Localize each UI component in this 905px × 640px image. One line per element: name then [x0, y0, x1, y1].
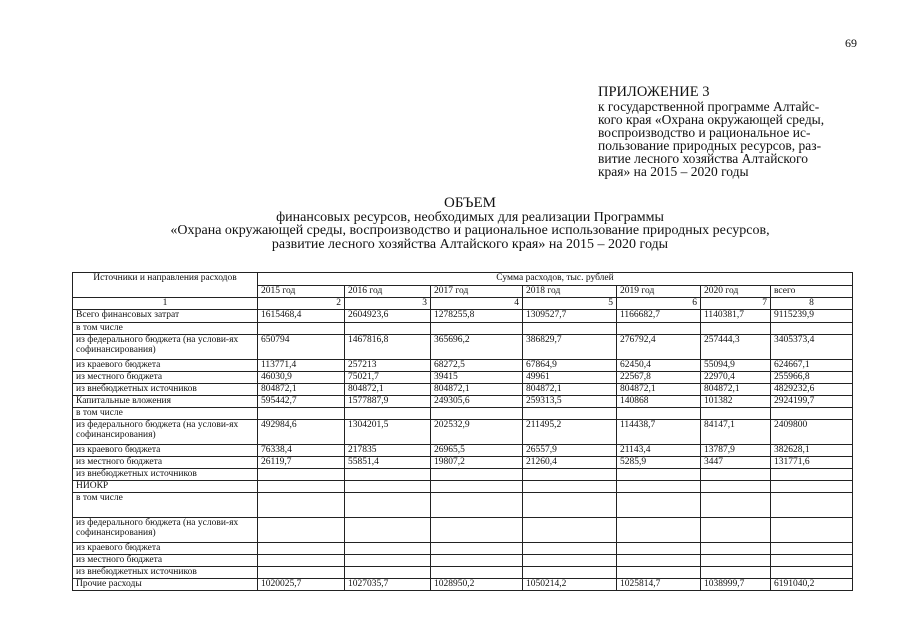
row-label: из местного бюджета [73, 555, 258, 567]
row-value [431, 567, 523, 579]
row-value: 6191040,2 [771, 579, 853, 591]
appendix-line: кого края «Охрана окружающей среды, [598, 112, 825, 127]
table-row [73, 323, 853, 335]
row-value: 39415 [431, 372, 523, 384]
row-value: 55851,4 [345, 457, 431, 469]
row-value [523, 323, 617, 335]
row-value [617, 481, 701, 493]
appendix-line: витие лесного хозяйства Алтайского [598, 151, 808, 166]
row-label: в том числе [73, 408, 258, 420]
header-year: 2015 год [258, 286, 345, 298]
row-value: 113771,4 [258, 360, 345, 372]
table-row [73, 518, 853, 543]
row-value: 131771,6 [771, 457, 853, 469]
heading-line: развитие лесного хозяйства Алтайского края» на 2015 – 2020 годы [271, 236, 669, 252]
heading-title: ОБЪЕМ [444, 195, 496, 211]
row-label: из краевого бюджета [73, 543, 258, 555]
row-label: из федерального бюджета (на услови-ях софинансирования) [73, 420, 258, 445]
row-value: 492984,6 [258, 420, 345, 445]
row-value: 202532,9 [431, 420, 523, 445]
table-row [73, 335, 853, 360]
row-value [258, 543, 345, 555]
row-value: 1050214,2 [523, 579, 617, 591]
row-value: 365696,2 [431, 335, 523, 360]
page-number: 69 [845, 36, 857, 50]
row-value [771, 408, 853, 420]
row-value [771, 493, 853, 518]
row-label: НИОКР [73, 481, 258, 493]
row-value: 804872,1 [258, 384, 345, 396]
row-value [617, 469, 701, 481]
row-label: из краевого бюджета [73, 360, 258, 372]
row-value: 276792,4 [617, 335, 701, 360]
column-number: 1 [73, 298, 258, 310]
row-value: 1278255,8 [431, 310, 523, 323]
row-value: 21143,4 [617, 445, 701, 457]
table-row [73, 457, 853, 469]
row-value [617, 493, 701, 518]
row-value [701, 493, 771, 518]
row-value: 1304201,5 [345, 420, 431, 445]
row-value: 22567,8 [617, 372, 701, 384]
row-value [431, 408, 523, 420]
appendix-title: ПРИЛОЖЕНИЕ 3 [598, 84, 710, 100]
row-value: 2604923,6 [345, 310, 431, 323]
table-row [73, 555, 853, 567]
row-label: из внебюджетных источников [73, 567, 258, 579]
row-value [345, 493, 431, 518]
row-value [701, 469, 771, 481]
row-value [701, 518, 771, 543]
row-value: 382628,1 [771, 445, 853, 457]
table-row [73, 493, 853, 518]
row-value [523, 518, 617, 543]
row-value: 13787,9 [701, 445, 771, 457]
header-sum: Сумма расходов, тыс. рублей [258, 273, 853, 286]
document-heading [60, 197, 880, 251]
header-year: всего [771, 286, 853, 298]
row-value: 26119,7 [258, 457, 345, 469]
appendix-line: края» на 2015 – 2020 годы [598, 164, 749, 179]
row-value [523, 493, 617, 518]
row-value: 255966,8 [771, 372, 853, 384]
row-value: 46030,9 [258, 372, 345, 384]
row-value [701, 555, 771, 567]
row-label: в том числе [73, 493, 258, 518]
row-value [431, 469, 523, 481]
row-value [523, 481, 617, 493]
column-number: 8 [771, 298, 853, 310]
row-value: 22970,4 [701, 372, 771, 384]
row-value: 5285,9 [617, 457, 701, 469]
header-year: 2016 год [345, 286, 431, 298]
row-value [345, 518, 431, 543]
heading-line: финансовых ресурсов, необходимых для реализации Программы [276, 209, 664, 225]
row-value [771, 543, 853, 555]
row-value: 75021,7 [345, 372, 431, 384]
appendix-text [598, 100, 860, 178]
row-value: 1025814,7 [617, 579, 701, 591]
row-value: 249305,6 [431, 396, 523, 408]
finance-table [72, 272, 853, 591]
row-label: Прочие расходы [73, 579, 258, 591]
row-value: 650794 [258, 335, 345, 360]
column-number: 7 [701, 298, 771, 310]
header-year: 2020 год [701, 286, 771, 298]
row-label: в том числе [73, 323, 258, 335]
row-value [523, 567, 617, 579]
row-label: из местного бюджета [73, 372, 258, 384]
row-value [258, 493, 345, 518]
appendix-line: к государственной программе Алтайс- [598, 99, 820, 114]
table-row [73, 567, 853, 579]
row-value: 804872,1 [523, 384, 617, 396]
row-value [617, 408, 701, 420]
appendix-line: пользование природных ресурсов, раз- [598, 138, 822, 153]
column-number: 3 [345, 298, 431, 310]
table-row [73, 579, 853, 591]
row-value: 1309527,7 [523, 310, 617, 323]
row-value: 1615468,4 [258, 310, 345, 323]
row-value [771, 481, 853, 493]
row-value: 4829232,6 [771, 384, 853, 396]
row-value [258, 567, 345, 579]
row-label: из федерального бюджета (на услови-ях софинансирования) [73, 335, 258, 360]
row-value: 1027035,7 [345, 579, 431, 591]
row-value: 595442,7 [258, 396, 345, 408]
row-value [345, 408, 431, 420]
row-value [258, 481, 345, 493]
row-value [431, 481, 523, 493]
row-value: 21260,4 [523, 457, 617, 469]
row-value [617, 567, 701, 579]
row-value: 624667,1 [771, 360, 853, 372]
row-value: 1577887,9 [345, 396, 431, 408]
row-value: 3447 [701, 457, 771, 469]
table-row [73, 543, 853, 555]
row-value: 804872,1 [617, 384, 701, 396]
row-value [771, 567, 853, 579]
row-value: 76338,4 [258, 445, 345, 457]
row-label: из федерального бюджета (на услови-ях софинансирования) [73, 518, 258, 543]
row-label: Капитальные вложения [73, 396, 258, 408]
row-value: 26557,9 [523, 445, 617, 457]
header-year: 2018 год [523, 286, 617, 298]
row-value [617, 518, 701, 543]
header-year: 2017 год [431, 286, 523, 298]
column-number: 2 [258, 298, 345, 310]
row-value [258, 408, 345, 420]
row-value [617, 555, 701, 567]
row-value: 804872,1 [431, 384, 523, 396]
row-value: 217835 [345, 445, 431, 457]
row-value: 84147,1 [701, 420, 771, 445]
row-value [771, 469, 853, 481]
column-number: 4 [431, 298, 523, 310]
table-row [73, 384, 853, 396]
row-value [431, 323, 523, 335]
header-sources: Источники и направления расходов [73, 273, 258, 298]
row-value [345, 543, 431, 555]
row-value: 55094,9 [701, 360, 771, 372]
row-value [345, 323, 431, 335]
row-value: 9115239,9 [771, 310, 853, 323]
row-value [701, 543, 771, 555]
row-value: 1038999,7 [701, 579, 771, 591]
row-value [701, 323, 771, 335]
table-row [73, 360, 853, 372]
row-value [258, 518, 345, 543]
row-value: 2409800 [771, 420, 853, 445]
row-value [258, 555, 345, 567]
row-value [701, 481, 771, 493]
row-value: 140868 [617, 396, 701, 408]
row-label: из краевого бюджета [73, 445, 258, 457]
table-body [73, 310, 853, 591]
row-value: 211495,2 [523, 420, 617, 445]
row-value: 26965,5 [431, 445, 523, 457]
row-value: 114438,7 [617, 420, 701, 445]
row-value [431, 518, 523, 543]
row-value [258, 469, 345, 481]
row-value: 1020025,7 [258, 579, 345, 591]
row-value: 257213 [345, 360, 431, 372]
row-value [523, 543, 617, 555]
row-value [345, 567, 431, 579]
row-value [523, 555, 617, 567]
table-colnum-row [73, 298, 853, 310]
table-row [73, 310, 853, 323]
table-row [73, 445, 853, 457]
table-header-row [73, 273, 853, 286]
table-row [73, 372, 853, 384]
row-value [431, 493, 523, 518]
row-value [617, 543, 701, 555]
row-label: Всего финансовых затрат [73, 310, 258, 323]
row-value [345, 481, 431, 493]
table-row [73, 396, 853, 408]
table-row [73, 420, 853, 445]
header-year: 2019 год [617, 286, 701, 298]
row-value: 2924199,7 [771, 396, 853, 408]
row-value [431, 555, 523, 567]
row-value [701, 567, 771, 579]
appendix-block [598, 86, 860, 178]
row-value: 1140381,7 [701, 310, 771, 323]
heading-line: «Охрана окружающей среды, воспроизводство и рациональное использование природных ресурсов, [170, 223, 770, 238]
row-value: 1467816,8 [345, 335, 431, 360]
column-number: 6 [617, 298, 701, 310]
row-value: 67864,9 [523, 360, 617, 372]
row-value [617, 323, 701, 335]
row-value [771, 518, 853, 543]
row-value: 68272,5 [431, 360, 523, 372]
row-value: 804872,1 [701, 384, 771, 396]
table-row [73, 408, 853, 420]
row-value: 259313,5 [523, 396, 617, 408]
appendix-line: воспроизводство и рациональное ис- [598, 125, 811, 140]
row-value: 49961 [523, 372, 617, 384]
row-value [523, 408, 617, 420]
row-value: 3405373,4 [771, 335, 853, 360]
row-value: 386829,7 [523, 335, 617, 360]
row-value: 101382 [701, 396, 771, 408]
row-value [771, 555, 853, 567]
row-value: 1028950,2 [431, 579, 523, 591]
row-value: 1166682,7 [617, 310, 701, 323]
row-value [431, 543, 523, 555]
row-value [258, 323, 345, 335]
row-label: из внебюджетных источников [73, 384, 258, 396]
table-row [73, 481, 853, 493]
row-value: 19807,2 [431, 457, 523, 469]
row-value [771, 323, 853, 335]
row-value [345, 555, 431, 567]
row-value: 804872,1 [345, 384, 431, 396]
table-row [73, 469, 853, 481]
row-label: из местного бюджета [73, 457, 258, 469]
row-value: 257444,3 [701, 335, 771, 360]
row-value: 62450,4 [617, 360, 701, 372]
row-value [701, 408, 771, 420]
row-label: из внебюджетных источников [73, 469, 258, 481]
row-value [523, 469, 617, 481]
column-number: 5 [523, 298, 617, 310]
row-value [345, 469, 431, 481]
